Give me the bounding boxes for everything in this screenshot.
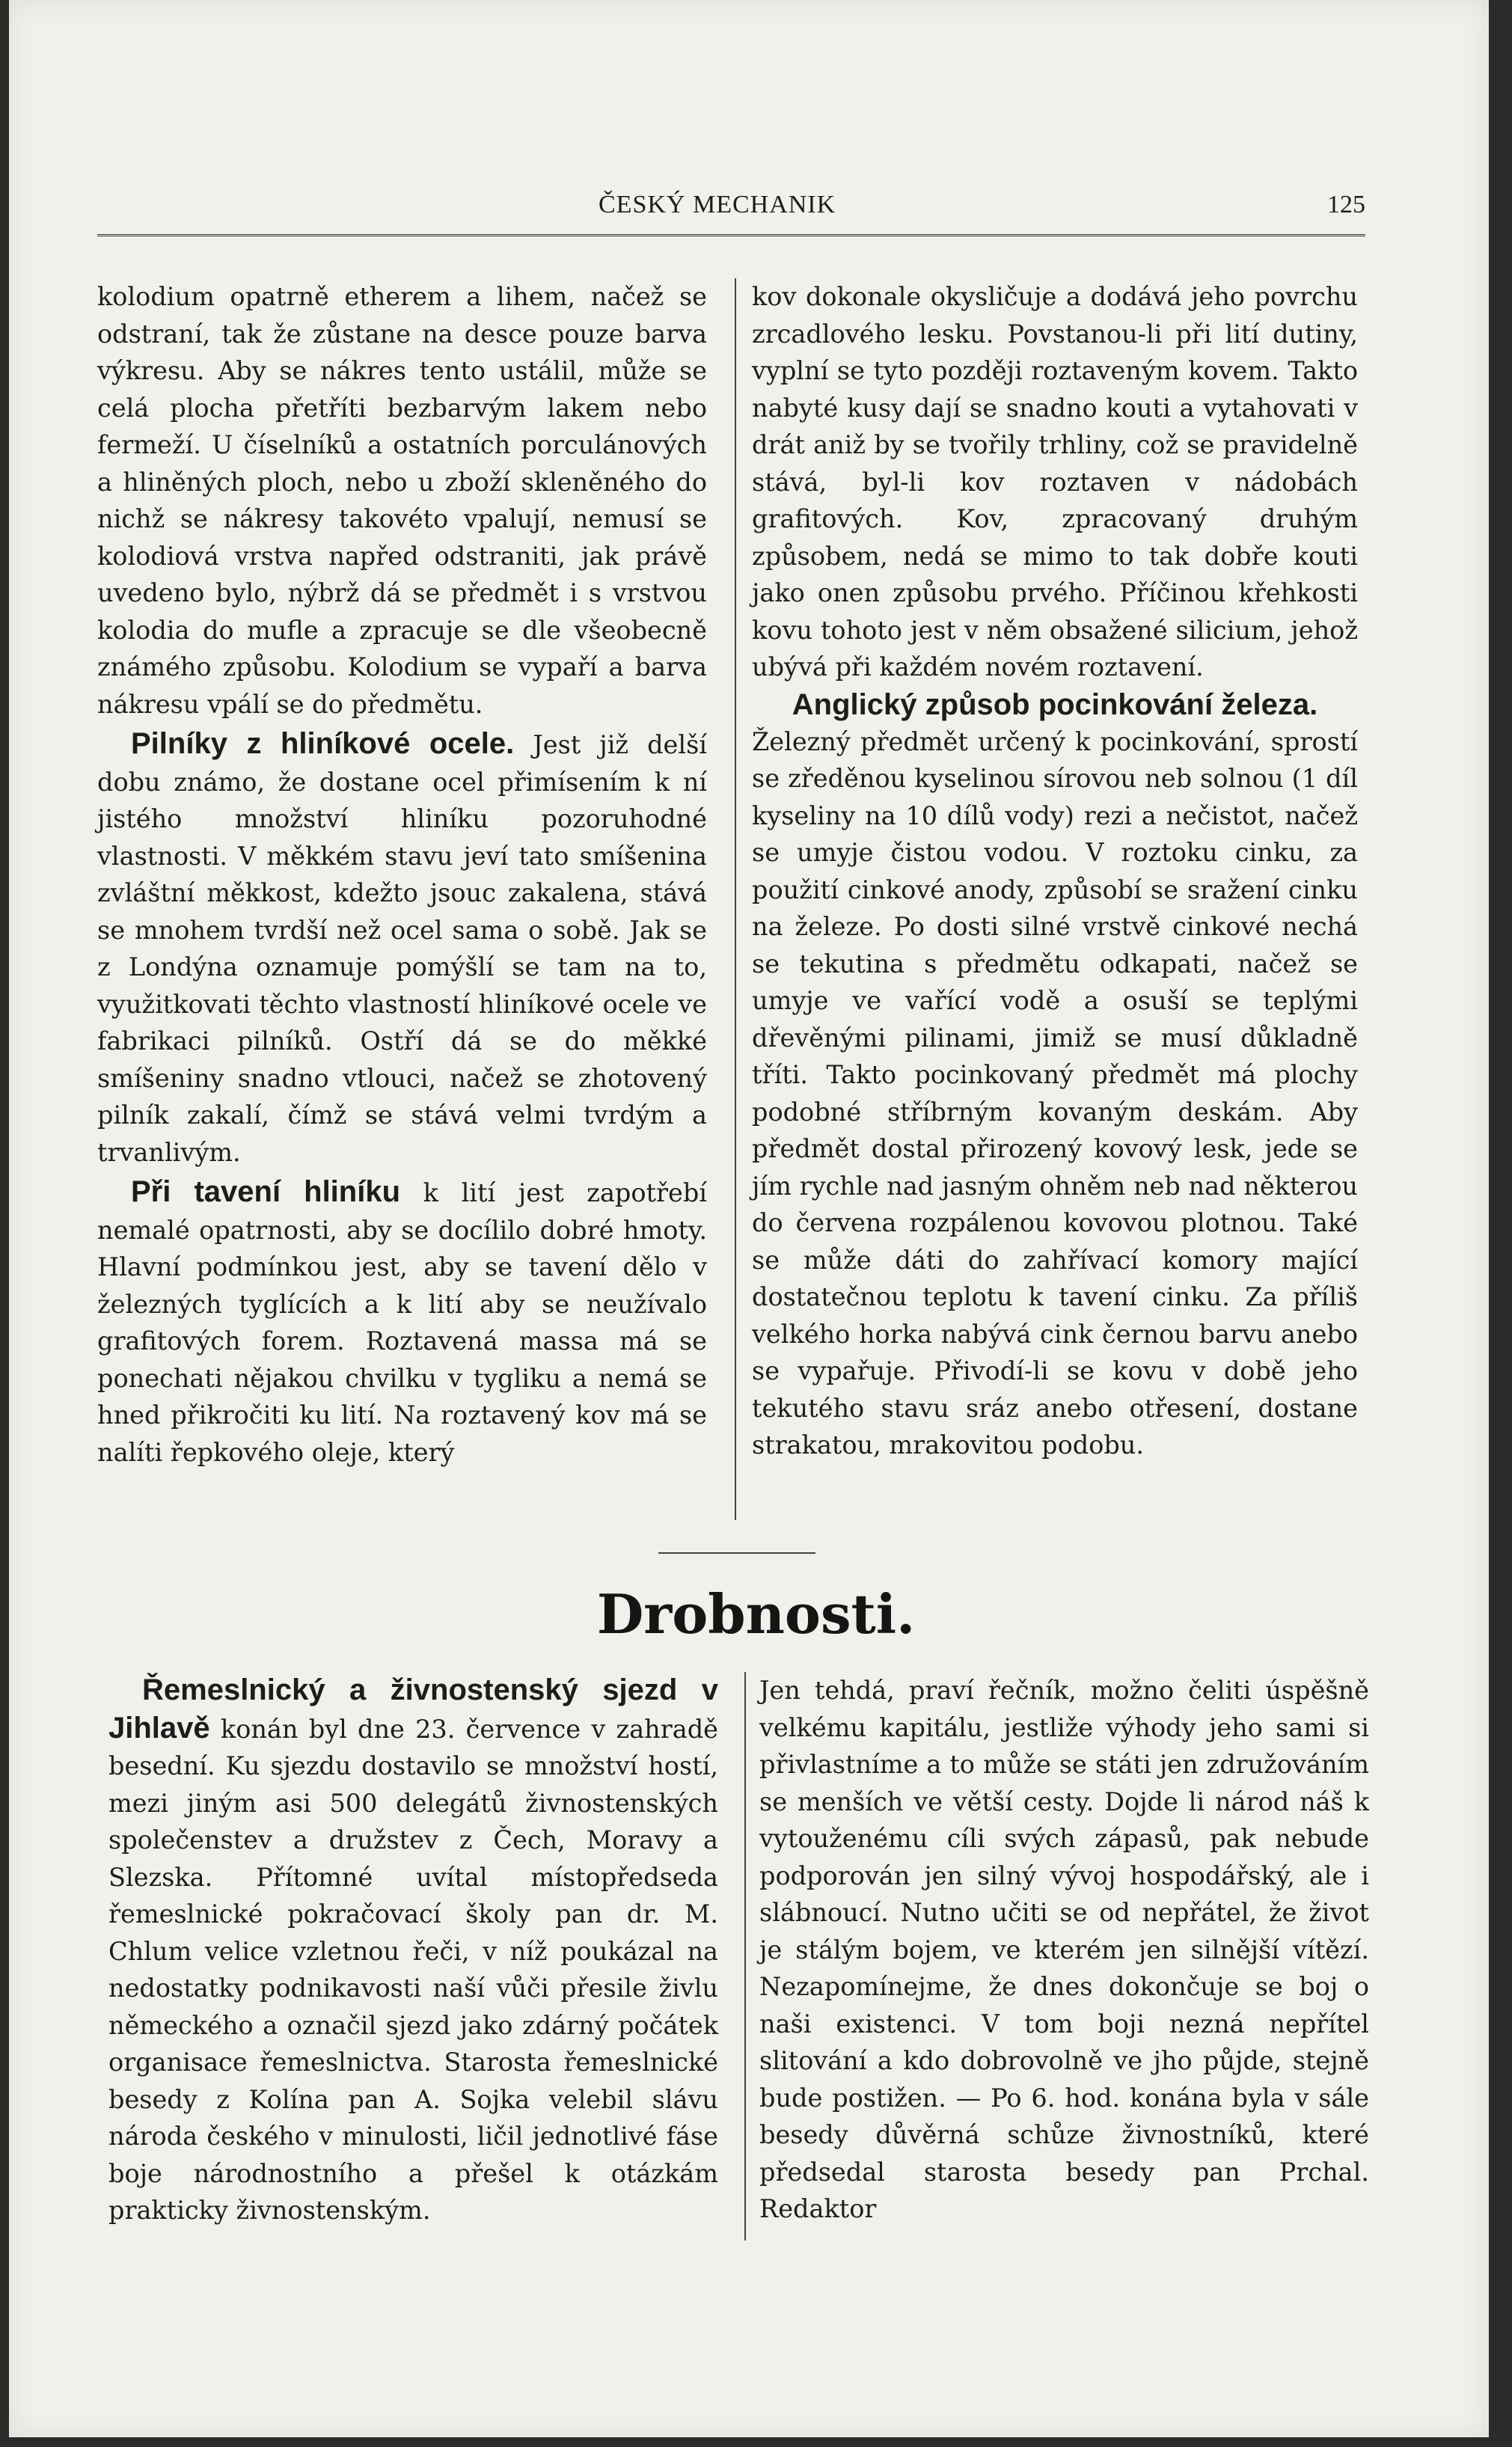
- paragraph: [97, 726, 707, 1171]
- top-right-column: [752, 278, 1358, 1464]
- bottom-left-column: [108, 1672, 718, 2229]
- column-divider: [744, 1672, 746, 2241]
- running-header: [97, 191, 1365, 236]
- paragraph: kolodium opatrně etherem a lihem, načež se odstraní, tak že zůstane na desce pouze barva výkresu. Aby se nákres tento ustálil, může se celá plocha přetříti bezbarvým lakem nebo fermeží. U číselníků a ostatních porculánových a hliněných ploch, nebo u zboží skleněného do nichž se nákresy takovéto vpalují, nemusí se kolodiová vrstva napřed odstraniti, jak právě uvedeno bylo, nýbrž dá se předmět i s vrstvou kolodia do mufle a zpracuje se dle všeobecně známého způsobu. Kolodium se vypaří a barva nákresu vpálí se do předmětu.: [97, 282, 707, 719]
- paragraph: [108, 1672, 718, 2229]
- section-title: Drobnosti.: [596, 1582, 916, 1646]
- paragraph: Železný předmět určený k pocinkování, sprostí se zředěnou kyselinou sírovou neb solnou (1 díl kyseliny na 10 dílů vody) rezi a nečistot, načež se umyje čistou vodou. V roztoku cinku, za použití cinkové anody, způsobí se sražení cinku na železe. Po dosti silné vrstvě cinkové nechá se tekutina s předmětu odkapati, načež se umyje ve vařící vodě a osuší se teplými dřevěnými pilinami, jimiž se musí důkladně tříti. Takto pocinkovaný předmět má plochy podobné stříbrným kovaným deskám. Aby předmět dostal přirozený kovový lesk, jede se jím rychle nad jasným ohněm neb nad některou do červena rozpálenou kovovou plotnou. Také se může dáti do zahřívací komory mající dostatečnou teplotu k tavení cinku. Za příliš velkého horka nabývá cink černou barvu anebo se vypařuje. Přivodí-li se kovu v době jeho tekutého stavu sráz anebo otřesení, dostane strakatou, mrakovitou podobu.: [752, 726, 1358, 1460]
- paragraph-text: Jest již delší dobu známo, že dostane ocel přimísením k ní jistého množství hliníku pozoruhodné vlastnosti. V měkkém stavu jeví tato smíšenina zvláštní měkkost, kdežto jsouc zakalena, stává se mnohem tvrdší než ocel sama o sobě. Jak se z Londýna oznamuje pomýšlí se tam na to, využitkovati těchto vlastností hliníkové ocele ve fabrikaci pilníků. Ostří dá se do měkké smíšeniny snadno vtlouci, načež se zhotovený pilník zakalí, čímž se stává velmi tvrdým a trvanlivým.: [97, 730, 707, 1167]
- article-heading: Řemeslnický a živnostenský sjezd v Jihlavě: [108, 1673, 718, 1745]
- article-heading: Při tavení hliníku: [131, 1175, 401, 1208]
- top-left-column: [97, 278, 707, 1471]
- bottom-right-column: [759, 1672, 1369, 2228]
- paragraph-text: konán byl dne 23. července v zahradě besední. Ku sjezdu dostavilo se množství hostí, mezi jiným asi 500 delegátů živnostenských společenstev a družstev z Čech, Moravy a Slezska. Přítomné uvítal místopředseda řemeslnické pokračovací školy pan dr. M. Chlum velice vzletnou řeči, v níž poukázal na nedostatky podnikavosti naší vůči přesile živlu německého a označil sjezd jako zdárný počátek organisace řemeslnictva. Starosta řemeslnické besedy z Kolína pan A. Sojka velebil slávu národa českého v minulosti, ličil jednotlivé fáse boje národnostního a přešel k otázkám prakticky živnostenským.: [108, 1714, 718, 2225]
- page-number: 125: [1327, 191, 1365, 218]
- header-rule: [97, 234, 1365, 236]
- article-heading: Pilníky z hliníkové ocele.: [131, 727, 515, 760]
- paragraph: Jen tehdá, praví řečník, možno čeliti úspěšně velkému kapitálu, jestliže výhody jeho sami si přivlastníme a to může se státi jen združováním se menších ve větší cesty. Dojde li národ náš k vytouženému cíli svých zápasů, pak nebude podporován jen silný vývoj hospodářský, ale i slábnoucí. Nutno učiti se od nepřátel, že život je stálým bojem, ve kterém jen silnější vítězí. Nezapomínejme, že dnes dokončuje se boj o naši existenci. V tom boji nezná nepřítel slitování a kdo dobrovolně ve jho půjde, stejně bude postižen. — Po 6. hod. konána byla v sále besedy důvěrná schůze živnostníků, které předsedal starosta besedy pan Prchal. Redaktor: [759, 1676, 1369, 2223]
- article-heading: Anglický způsob pocinkování železa.: [792, 687, 1318, 721]
- paragraph: [97, 1174, 707, 1471]
- paragraph: kov dokonale okysličuje a dodává jeho povrchu zrcadlového lesku. Povstanou-li při lití dutiny, vyplní se tyto později roztaveným kovem. Takto nabyté kusy dají se snadno kouti a vytahovati v drát aniž by se tvořily trhliny, což se pravidelně stává, byl-li kov roztaven v nádobách grafitových. Kov, zpracovaný druhým způsobem, nedá se mimo to tak dobře kouti jako onen způsobu prvého. Příčinou křehkosti kovu tohoto jest v něm obsažené silicium, jehož ubývá při každém novém roztavení.: [752, 282, 1358, 682]
- section-divider: [658, 1552, 815, 1554]
- column-divider: [735, 278, 736, 1520]
- paragraph-text: k lití jest zapotřebí nemalé opatrnosti, aby se docílilo dobré hmoty. Hlavní podmínkou jest, aby se tavení dělo v železných tyglících a k lití aby se neužívalo grafitových forem. Roztavená massa má se ponechati nějakou chvilku v tygliku a nemá se hned přikročiti ku lití. Na roztavený kov má se nalíti řepkového oleje, který: [97, 1178, 707, 1467]
- journal-title: ČESKÝ MECHANIK: [599, 191, 836, 218]
